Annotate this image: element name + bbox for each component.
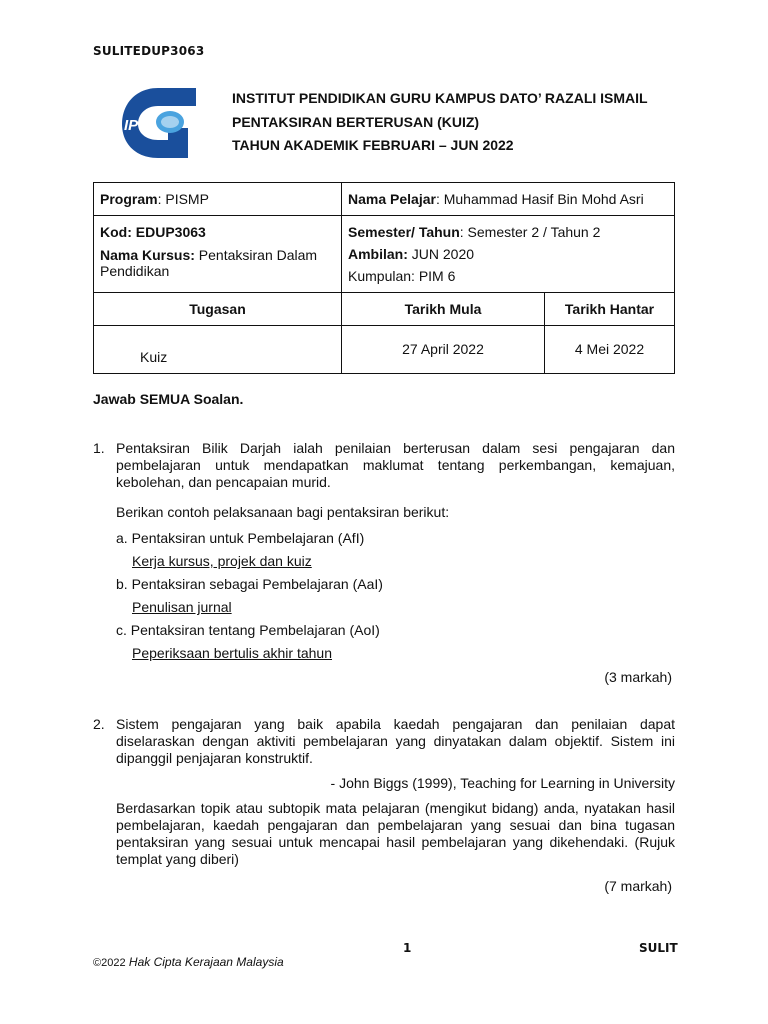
citation: - John Biggs (1999), Teaching for Learning in University (330, 775, 675, 791)
question-1 (93, 440, 675, 686)
semester-cell: Semester/ Tahun: Semester 2 / Tahun 2 Ambilan: JUN 2020 Kumpulan: PIM 6 (342, 216, 675, 293)
question-2 (93, 716, 675, 895)
page-number: 1 (403, 941, 412, 955)
question-number: 2. (93, 716, 105, 732)
answer-b: Penulisan jurnal (132, 599, 232, 615)
document-code: SULITEDUP3063 (93, 44, 205, 58)
svg-text:IPG: IPG (124, 117, 150, 134)
student-cell: Nama Pelajar: Muhammad Hasif Bin Mohd Asri (342, 183, 675, 216)
tugasan-value: Kuiz (94, 326, 342, 374)
answer-c: Peperiksaan bertulis akhir tahun (132, 645, 333, 661)
program-cell: Program: PISMP (94, 183, 342, 216)
item-a: a. Pentaksiran untuk Pembelajaran (AfI) (116, 530, 365, 546)
info-table (93, 182, 675, 374)
instruction: Jawab SEMUA Soalan. (93, 391, 244, 407)
question-text: Sistem pengajaran yang baik apabila kaedah pengajaran dan penilaian dapat diselaraskan dengan aktiviti pembelajaran yang dinyatakan dalam objektif. Sistem ini dipanggil penjajaran konstruktif. (116, 716, 675, 766)
col-header-tarikh-mula: Tarikh Mula (342, 293, 545, 326)
sulit-label: SULIT (639, 941, 678, 955)
question-prompt: Berikan contoh pelaksanaan bagi pentaksiran berikut: (116, 504, 450, 520)
marks-1: (3 markah) (604, 669, 672, 685)
col-header-tarikh-hantar: Tarikh Hantar (545, 293, 675, 326)
copyright: ©2022 Hak Cipta Kerajaan Malaysia (93, 955, 284, 969)
ipg-logo (118, 84, 200, 162)
answer-a: Kerja kursus, projek dan kuiz (132, 553, 312, 569)
academic-year: TAHUN AKADEMIK FEBRUARI – JUN 2022 (232, 137, 514, 153)
question-text: Pentaksiran Bilik Darjah ialah penilaian berterusan dalam sesi pengajaran dan pembelajaran untuk mendapatkan maklumat tentang perkembangan, kemajuan, kebolehan, dan pencapaian murid. (116, 440, 675, 490)
task-text: Berdasarkan topik atau subtopik mata pelajaran (mengikut bidang) anda, nyatakan hasil pembelajaran, kaedah pengajaran dan pembelajaran yang sesuai dan bina tugasan pentaksiran yang sesuai untuk mencapai hasil pembelajaran yang dikehendaki. (Rujuk templat yang diberi) (116, 800, 675, 867)
item-c: c. Pentaksiran tentang Pembelajaran (AoI) (116, 622, 380, 638)
col-header-tugasan: Tugasan (94, 293, 342, 326)
assessment-title: PENTAKSIRAN BERTERUSAN (KUIZ) (232, 114, 480, 130)
item-b: b. Pentaksiran sebagai Pembelajaran (AaI) (116, 576, 383, 592)
question-number: 1. (93, 440, 105, 456)
marks-2: (7 markah) (604, 878, 672, 894)
course-cell: Kod: EDUP3063 Nama Kursus: Pentaksiran Dalam Pendidikan (94, 216, 342, 293)
institution-name: INSTITUT PENDIDIKAN GURU KAMPUS DATO’ RAZALI ISMAIL (232, 90, 648, 106)
tarikh-hantar-value: 4 Mei 2022 (545, 326, 675, 374)
tarikh-mula-value: 27 April 2022 (342, 326, 545, 374)
